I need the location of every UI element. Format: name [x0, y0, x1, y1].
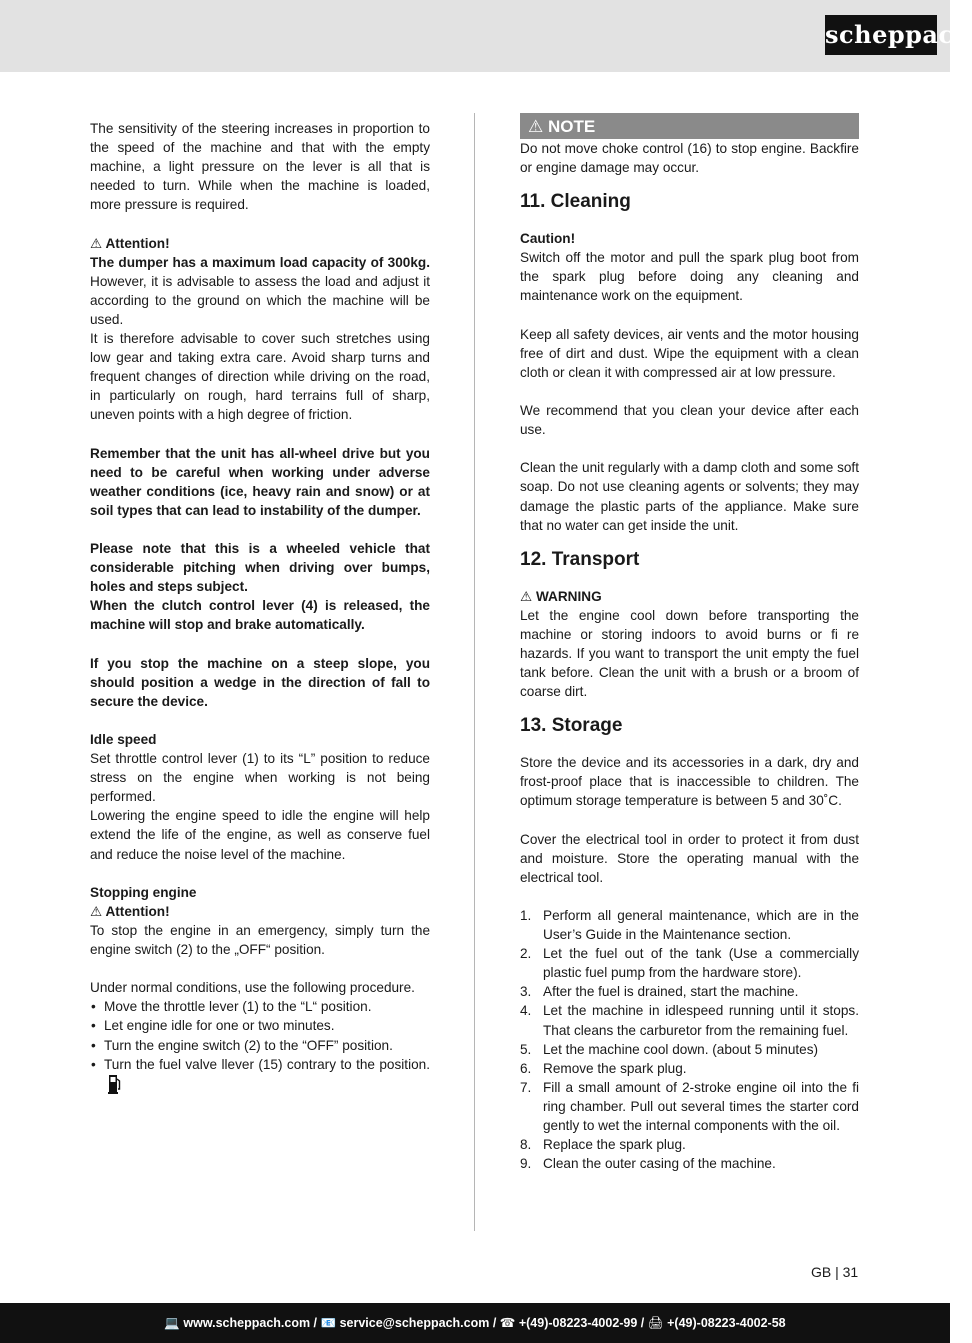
section-11-title: 11. Cleaning [520, 191, 631, 213]
list-item-text: Turn the fuel valve llever (15) contrary to the position. [104, 1056, 430, 1072]
attention-heading-2: ⚠ Attention! [90, 903, 170, 919]
list-item [520, 982, 859, 1001]
idle-speed-heading: Idle speed [90, 732, 157, 747]
list-item [520, 1040, 859, 1059]
scheppach-logo: scheppach [825, 15, 937, 55]
stop-emergency-paragraph: To stop the engine in an emergency, simply turn the engine switch (2) to the „OFF“ position. [90, 922, 430, 958]
step-number: 8. [520, 1137, 532, 1153]
fax-icon: 🖨 [647, 1316, 664, 1330]
step-number: 6. [520, 1060, 532, 1076]
footer-bar [0, 1303, 950, 1343]
right-column [520, 119, 859, 1173]
storage-paragraph-1: Store the device and its accessories in a dark, dry and frost-proof place that is inaccessible to children. The optimum storage temperature is between 5 and 30˚C. [520, 755, 859, 809]
low-gear-paragraph: It is therefore advisable to cover such stretches using low gear and taking extra care. Avoid sharp turns and frequent changes of direction while driving on the road, in particularly on rough, hard terrains full of sharp, uneven points with a high degree of friction. [90, 331, 430, 423]
cleaning-paragraph-2: Keep all safety devices, air vents and the motor housing free of dirt and dust. Wipe the equipment with a clean cloth or clean it with compressed air at low pressure. [520, 326, 859, 380]
section-12-title: 12. Transport [520, 548, 640, 570]
footer-email: service@scheppach.com / [339, 1316, 497, 1330]
step-text: Perform all general maintenance, which are in the User’s Guide in the Maintenance section. [543, 908, 859, 943]
list-item [520, 906, 859, 944]
note-box: ⚠ NOTE [520, 113, 859, 139]
step-number: 9. [520, 1156, 532, 1172]
clutch-paragraph: When the clutch control lever (4) is released, the machine will stop and brake automatically. [90, 598, 430, 633]
warning-heading: ⚠ WARNING [520, 588, 602, 604]
cleaning-paragraph-4: Clean the unit regularly with a damp cloth and some soft soap. Do not use cleaning agents or solvents; they may damage the plastic parts of the appliance. Make sure that no water can get inside the unit. [520, 460, 859, 533]
left-column [90, 119, 430, 1094]
step-number: 3. [520, 984, 532, 1000]
load-capacity-bold: The dumper has a maximum load capacity of 300kg. [90, 254, 430, 270]
header-bar [0, 0, 950, 72]
step-number: 5. [520, 1041, 532, 1057]
step-text: Fill a small amount of 2-stroke engine oil into the fi ring chamber. Pull out several times the starter cord gently to wet the internal components with the oil. [543, 1079, 859, 1134]
storage-steps-list [520, 906, 859, 1173]
computer-icon: 💻 [164, 1316, 180, 1330]
pitching-paragraph: Please note that this is a wheeled vehicle that considerable pitching when driving over bumps, holes and steps subject. [90, 541, 430, 595]
list-item: • Let engine idle for one or two minutes. [90, 1016, 430, 1035]
footer-fax: +(49)-08223-4002-58 [667, 1316, 786, 1330]
list-item [520, 1135, 859, 1154]
transport-paragraph: Let the engine cool down before transporting the machine or storing indoors to avoid burns or fi re hazards. If you want to transport the unit empty the fuel tank before. Clean the unit with a brush or a broom of coarse dirt. [520, 607, 859, 700]
step-text: Let the machine in idlespeed running until it stops. That cleans the carburetor from the remaining fuel. [543, 1003, 859, 1038]
all-wheel-drive-paragraph: Remember that the unit has all-wheel drive but you need to be careful when working under adverse weather conditions (ice, heavy rain and snow) or at soil types that can lead to instability of the dumper. [90, 445, 430, 518]
load-capacity-rest: However, it is advisable to assess the load and adjust it according to the ground on which the machine will be used. [90, 273, 430, 327]
step-text: Replace the spark plug. [543, 1137, 686, 1153]
list-item [520, 1001, 859, 1039]
mail-icon: 📧 [320, 1316, 337, 1330]
idle-speed-paragraph-2: Lowering the engine speed to idle the engine will help extend the life of the engine, as well as conserve fuel and reduce the noise level of the machine. [90, 808, 430, 862]
footer-phone: +(49)-08223-4002-99 / [518, 1316, 645, 1330]
stop-procedure-paragraph: Under normal conditions, use the following procedure. [90, 980, 415, 996]
page-number: GB | 31 [811, 1264, 859, 1280]
storage-paragraph-2: Cover the electrical tool in order to protect it from dust and moisture. Store the operating manual with the electrical tool. [520, 831, 859, 885]
load-capacity-paragraph [90, 253, 430, 329]
step-number: 7. [520, 1079, 532, 1095]
attention-heading: ⚠ Attention! [90, 235, 170, 251]
list-item: • Turn the engine switch (2) to the “OFF” position. [90, 1036, 430, 1055]
cleaning-paragraph-3: We recommend that you clean your device after each use. [520, 403, 859, 438]
step-text: Let the machine cool down. (about 5 minutes) [543, 1041, 819, 1057]
list-item: • Move the throttle lever (1) to the “L“ position. [90, 997, 430, 1016]
note-text: Do not move choke control (16) to stop engine. Backfire or engine damage may occur. [520, 141, 859, 176]
stopping-engine-heading: Stopping engine [90, 884, 197, 900]
column-divider [474, 113, 475, 1231]
step-text: Remove the spark plug. [543, 1060, 687, 1076]
phone-icon: ☎ [499, 1316, 516, 1330]
footer-website: www.scheppach.com / [183, 1316, 318, 1330]
step-text: Clean the outer casing of the machine. [543, 1156, 776, 1172]
list-item [90, 1055, 430, 1094]
stop-procedure-list [90, 997, 430, 1093]
list-item [520, 1078, 859, 1135]
idle-speed-paragraph-1: Set throttle control lever (1) to its “L” position to reduce stress on the engine when working is not being performed. [90, 751, 430, 805]
list-item [520, 1059, 859, 1078]
steering-paragraph: The sensitivity of the steering increases in proportion to the speed of the machine and that with the empty machine, a light pressure on the lever is all that is needed to turn. While when the machine is loaded, more pressure is required. [90, 121, 430, 213]
step-number: 4. [520, 1003, 532, 1019]
list-item [520, 944, 859, 982]
step-number: 2. [520, 946, 532, 962]
step-number: 1. [520, 908, 532, 923]
list-item [520, 1154, 859, 1173]
fuel-pump-icon [108, 1074, 121, 1094]
caution-heading: Caution! [520, 231, 576, 247]
slope-paragraph: If you stop the machine on a steep slope, you should position a wedge in the direction of fall to secure the device. [90, 655, 430, 709]
cleaning-paragraph-1: Switch off the motor and pull the spark plug boot from the spark plug before doing any cleaning and maintenance work on the equipment. [520, 250, 859, 304]
step-text: After the fuel is drained, start the machine. [543, 984, 799, 1000]
step-text: Let the fuel out of the tank (Use a commercially plastic fuel pump from the hardware store). [543, 946, 859, 981]
section-13-title: 13. Storage [520, 715, 623, 737]
